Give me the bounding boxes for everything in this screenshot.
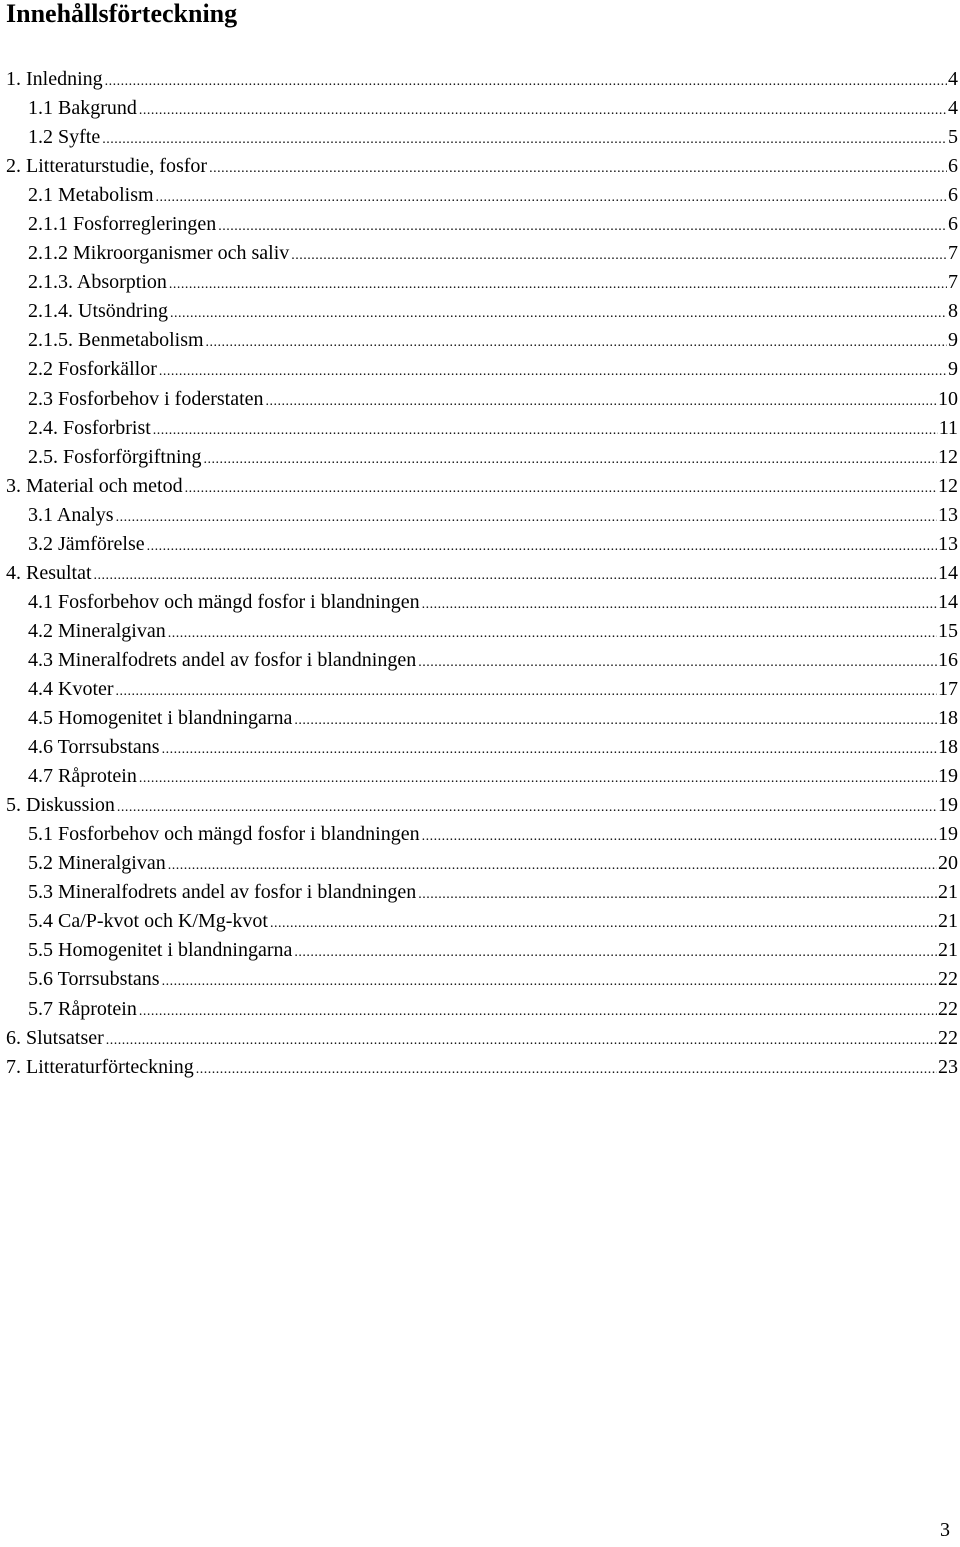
page-number: 3 [940,1519,950,1541]
toc-entry-label: 1. Inledning [6,68,103,90]
toc-entry-page: 5 [948,126,958,149]
toc-entry[interactable] [6,1024,958,1053]
toc-entry-label: 3.2 Jämförelse [28,532,145,555]
dot-leader [147,532,937,561]
toc-entry-page: 12 [938,474,958,497]
toc-entry-page: 18 [938,736,958,759]
page-title: Innehållsförteckning [6,0,238,28]
dot-leader [139,997,937,1026]
toc-entry-page: 19 [938,765,958,788]
toc-entry-label: 2. Litteraturstudie, fosfor [6,155,208,178]
toc-entry[interactable] [6,675,958,704]
toc-entry[interactable] [6,443,958,472]
dot-leader [105,67,947,96]
dot-leader [169,270,947,299]
toc-entry-label: 2.1.2 Mikroorganismer och saliv [28,242,290,265]
toc-entry-label: 5.5 Homogenitet i blandningarna [28,939,293,962]
toc-entry-label: 1.1 Bakgrund [28,97,137,120]
toc-entry[interactable] [6,326,958,355]
dot-leader [418,648,937,677]
toc-entry-page: 7 [948,271,958,294]
toc-entry[interactable] [6,936,958,965]
toc-entry[interactable] [6,414,958,443]
toc-entry-label: 2.3 Fosforbehov i foderstaten [28,387,264,410]
toc-entry[interactable] [6,181,958,210]
toc-entry-label: 1.2 Syfte [28,126,101,149]
toc-entry-label: 5.3 Mineralfodrets andel av fosfor i blandningen [28,881,417,904]
toc-entry[interactable] [6,791,958,820]
toc-entry[interactable] [6,65,958,94]
toc-entry[interactable] [6,355,958,384]
toc-entry-label: 5. Diskussion [6,794,115,817]
dot-leader [170,299,947,328]
toc-entry-page: 6 [948,184,958,207]
dot-leader [94,561,937,590]
toc-entry-page: 4 [948,97,958,120]
toc-entry-page: 18 [938,707,958,730]
toc-entry-page: 23 [938,1055,958,1078]
toc-entry-page: 4 [948,68,958,90]
dot-leader [102,125,947,154]
dot-leader [168,851,937,880]
dot-leader [139,764,937,793]
dot-leader [204,445,937,474]
dot-leader [116,677,937,706]
toc-entry-label: 2.5. Fosforförgiftning [28,445,202,468]
toc-entry-page: 16 [938,648,958,671]
toc-entry[interactable] [6,210,958,239]
toc-entry-label: 5.2 Mineralgivan [28,852,166,875]
toc-entry-label: 2.1.4. Utsöndring [28,300,168,323]
dot-leader [218,212,947,241]
toc-entry-page: 13 [938,532,958,555]
toc-entry[interactable] [6,152,958,181]
toc-entry[interactable] [6,762,958,791]
toc-entry-page: 8 [948,300,958,323]
toc-entry-label: 4.4 Kvoter [28,677,114,700]
toc-entry-page: 12 [938,445,958,468]
toc-entry[interactable] [6,907,958,936]
toc-entry-page: 22 [938,968,958,991]
toc-entry-label: 5.7 Råprotein [28,997,137,1020]
toc-entry-page: 19 [938,794,958,817]
dot-leader [153,416,938,445]
toc-entry-page: 6 [948,155,958,178]
toc-entry[interactable] [6,646,958,675]
toc-entry-label: 6. Slutsatser [6,1026,104,1049]
toc-entry-page: 13 [938,503,958,526]
toc-entry-label: 5.6 Torrsubstans [28,968,160,991]
toc-entry[interactable] [6,733,958,762]
dot-leader [294,706,937,735]
toc-entry-page: 15 [938,619,958,642]
toc-entry-page: 9 [948,329,958,352]
dot-leader [162,735,937,764]
toc-entry[interactable] [6,588,958,617]
dot-leader [139,96,947,125]
toc-entry-label: 7. Litteraturförteckning [6,1055,194,1078]
toc-entry-label: 2.4. Fosforbrist [28,416,151,439]
toc-entry-page: 21 [938,910,958,933]
dot-leader [422,590,937,619]
toc-entry-label: 2.1.3. Absorption [28,271,167,294]
toc-entry[interactable] [6,965,958,994]
dot-leader [117,793,937,822]
dot-leader [196,1055,937,1084]
dot-leader [266,387,937,416]
toc-entry-label: 4.7 Råprotein [28,765,137,788]
toc-entry-page: 9 [948,358,958,381]
toc-entry[interactable] [6,239,958,268]
toc-entry[interactable] [6,472,958,501]
toc-entry-label: 4.2 Mineralgivan [28,619,166,642]
toc-entry[interactable] [6,704,958,733]
toc-entry-label: 5.4 Ca/P-kvot och K/Mg-kvot [28,910,268,933]
toc-entry-page: 19 [938,823,958,846]
dot-leader [185,474,937,503]
toc-entry[interactable] [6,849,958,878]
dot-leader [294,938,937,967]
dot-leader [116,503,937,532]
toc-entry-label: 4.5 Homogenitet i blandningarna [28,707,293,730]
toc-entry-label: 2.1.5. Benmetabolism [28,329,204,352]
toc-entry-label: 4.1 Fosforbehov och mängd fosfor i blandningen [28,590,420,613]
dot-leader [270,909,937,938]
toc-entry-label: 2.1.1 Fosforregleringen [28,213,217,236]
toc-entry-page: 21 [938,881,958,904]
dot-leader [159,357,947,386]
toc-entry-label: 2.2 Fosforkällor [28,358,157,381]
dot-leader [156,183,947,212]
toc-entry-page: 14 [938,590,958,613]
toc-entry[interactable] [6,878,958,907]
toc-entry-label: 2.1 Metabolism [28,184,154,207]
toc-entry[interactable] [6,268,958,297]
toc-entry[interactable] [6,617,958,646]
toc-entry-label: 4.6 Torrsubstans [28,736,160,759]
toc-entry-page: 22 [938,1026,958,1049]
dot-leader [209,154,947,183]
toc-entry[interactable] [6,820,958,849]
dot-leader [418,880,937,909]
toc-entry-page: 7 [948,242,958,265]
toc-entry[interactable] [6,297,958,326]
toc-entry-page: 14 [938,561,958,584]
toc-entry-page: 20 [938,852,958,875]
dot-leader [168,619,937,648]
toc-entry-label: 4. Resultat [6,561,92,584]
toc-entry-page: 6 [948,213,958,236]
toc-entry[interactable] [6,995,958,1024]
toc-entry-page: 22 [938,997,958,1020]
toc-entry-label: 5.1 Fosforbehov och mängd fosfor i blandningen [28,823,420,846]
toc-entry[interactable] [6,385,958,414]
toc-entry-label: 3.1 Analys [28,503,114,526]
toc-entry-page: 21 [938,939,958,962]
dot-leader [422,822,937,851]
table-of-contents [6,65,958,1082]
dot-leader [106,1026,937,1055]
toc-entry[interactable] [6,123,958,152]
toc-entry[interactable] [6,94,958,123]
dot-leader [162,967,937,996]
toc-entry[interactable] [6,1053,958,1082]
toc-entry-label: 4.3 Mineralfodrets andel av fosfor i blandningen [28,648,417,671]
toc-entry-page: 11 [938,416,958,439]
toc-entry-page: 17 [938,677,958,700]
dot-leader [206,328,947,357]
toc-entry-page: 10 [938,387,958,410]
toc-entry[interactable] [6,559,958,588]
toc-entry[interactable] [6,530,958,559]
toc-entry[interactable] [6,501,958,530]
dot-leader [291,241,947,270]
toc-entry-label: 3. Material och metod [6,474,183,497]
